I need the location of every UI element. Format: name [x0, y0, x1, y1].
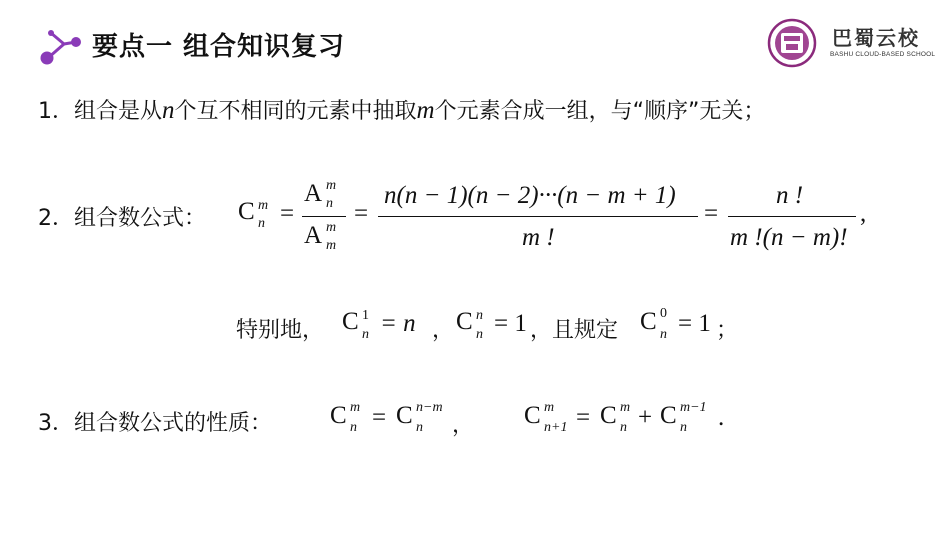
special-c1: C [342, 308, 359, 335]
item-1-text-b: 个互不相同的元素中抽取 [174, 99, 417, 124]
frac-3-den: m !(n − m)! [730, 224, 848, 251]
special-c2-rhs: = 1 [494, 310, 527, 337]
special-c3-rhs: = 1 [678, 310, 711, 337]
item-2-label: 组合数公式： [74, 206, 207, 231]
frac-line-1 [302, 216, 346, 217]
prop1-lhs-sup: m [350, 400, 361, 415]
page-title: 要点一 组合知识复习 [92, 32, 346, 62]
prop2-lhs-sup: m [544, 400, 555, 415]
frac-line-2 [378, 216, 698, 217]
frac-a-num: A [304, 180, 323, 207]
prop-comma: ， [452, 413, 475, 438]
frac-a-den-sup: m [326, 220, 337, 235]
special-c2: C [456, 308, 473, 335]
prop1-eq: = [372, 404, 387, 431]
special-rule: ，且规定 [530, 318, 619, 343]
item-1-text-a: 组合是从 [74, 99, 163, 124]
formula-c-sub: n [258, 216, 265, 231]
item-3-number: 3． [38, 411, 74, 436]
special-c1-rhs: = n [380, 310, 416, 337]
logo-name: 巴蜀云校 [832, 26, 920, 50]
special-c2-sub: n [476, 327, 483, 342]
item-1-text-c: 个元素合成一组，与“顺序”无关； [434, 99, 766, 124]
molecule-icon [38, 30, 84, 66]
prop2-plus: + [638, 404, 653, 431]
prop2-rhs-c1-sup: m [620, 400, 631, 415]
special-c3-sub: n [660, 327, 667, 342]
prop1-lhs-sub: n [350, 420, 357, 435]
item-3-label-line [38, 406, 272, 437]
prop2-rhs-c2-sup: m−1 [680, 400, 707, 415]
frac-a-den-sub: m [326, 238, 337, 253]
frac-a-num-sub: n [326, 196, 333, 211]
prop1-rhs-sup: n−m [416, 400, 443, 415]
prop2-rhs-c2: C [660, 402, 677, 429]
prop1-lhs-c: C [330, 402, 347, 429]
frac-2-num: n(n − 1)(n − 2)···(n − m + 1) [384, 182, 676, 209]
item-3-label: 组合数公式的性质： [74, 411, 273, 436]
formula-eq-2: = [354, 200, 369, 227]
logo-subtitle: BASHU CLOUD-BASED SCHOOL [830, 51, 936, 58]
formula-c-sup: m [258, 198, 269, 213]
school-logo [764, 18, 934, 68]
prop2-lhs-c: C [524, 402, 541, 429]
school-seal-icon [764, 18, 820, 68]
frac-a-den: A [304, 222, 323, 249]
item-1-number: 1． [38, 99, 74, 124]
var-m: m [416, 97, 435, 124]
special-end: ； [716, 318, 739, 343]
prop2-rhs-c2-sub: n [680, 420, 687, 435]
formula-c: C [238, 198, 255, 225]
formula-eq-3: = [704, 200, 719, 227]
item-2-label-line [38, 201, 206, 232]
prop1-rhs-c: C [396, 402, 413, 429]
prop2-period: . [718, 404, 725, 431]
special-label: 特别地， [236, 318, 325, 343]
frac-line-3 [728, 216, 856, 217]
special-c2-sup: n [476, 308, 483, 323]
prop1-rhs-sub: n [416, 420, 423, 435]
special-c3: C [640, 308, 657, 335]
item-1 [38, 94, 765, 125]
special-sep: ， [432, 318, 455, 343]
item-2-number: 2． [38, 206, 74, 231]
prop2-lhs-sub: n+1 [544, 420, 568, 435]
prop2-rhs-c1: C [600, 402, 617, 429]
frac-a-num-sup: m [326, 178, 337, 193]
frac-2-den: m ! [522, 224, 555, 251]
formula-eq-1: = [280, 200, 295, 227]
var-n: n [162, 97, 175, 124]
formula-comma: , [860, 200, 867, 227]
special-c1-sub: n [362, 327, 369, 342]
special-c3-sup: 0 [660, 306, 667, 321]
prop2-rhs-c1-sub: n [620, 420, 627, 435]
frac-3-num: n ! [776, 182, 804, 209]
prop2-eq: = [576, 404, 591, 431]
special-c1-sup: 1 [362, 308, 369, 323]
